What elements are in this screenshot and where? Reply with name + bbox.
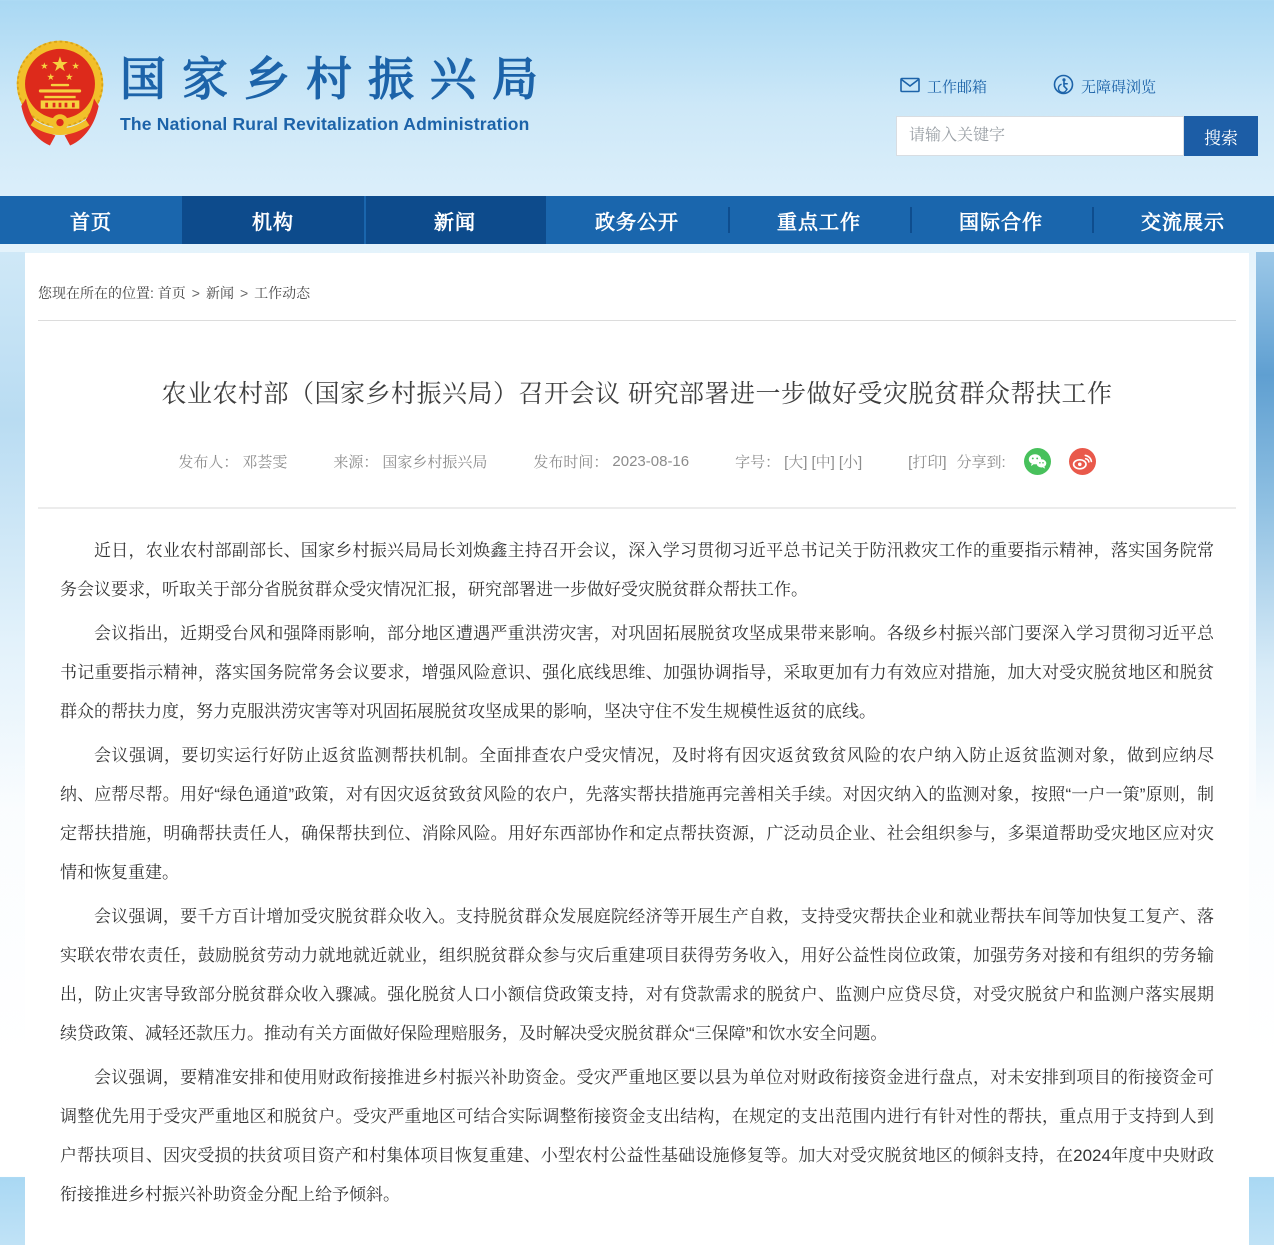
article-paragraph: 会议强调，要切实运行好防止返贫监测帮扶机制。全面排查农户受灾情况，及时将有因灾返贫致贫风险的农户纳入防止返贫监测对象，做到应纳尽纳、应帮尽帮。用好“绿色通道”政策，对有因灾返贫致贫风险的农户，先落实帮扶措施再完善相关手续。对因灾纳入的监测对象，按照“一户一策”原则，制定帮扶措施，明确帮扶责任人，确保帮扶到位、消除风险。用好东西部协作和定点帮扶资源，广泛动员企业、社会组织参与，多渠道帮助受灾地区应对灾情和恢复重建。 bbox=[60, 746, 1214, 882]
search-button[interactable]: 搜索 bbox=[1184, 116, 1258, 156]
accessibility-browse-link[interactable]: 无障碍浏览 bbox=[1053, 74, 1156, 99]
main-navigation bbox=[0, 196, 1274, 244]
article-paragraph: 会议强调，要千方百计增加受灾脱贫群众收入。支持脱贫群众发展庭院经济等开展生产自救，支持受灾帮扶企业和就业帮扶车间等加快复工复产、落实联农带农责任，鼓励脱贫劳动力就地就近就业，组织脱贫群众参与灾后重建项目获得劳务收入，用好公益性岗位政策，加强劳务对接和有组织的劳务输出，防止灾害导致部分脱贫群众收入骤减。强化脱贫人口小额信贷政策支持，对有贷款需求的脱贫户、监测户应贷尽贷，对受灾脱贫户和监测户落实展期续贷政策、减轻还款压力。推动有关方面做好保险理赔服务，及时解决受灾脱贫群众“三保障”和饮水安全问题。 bbox=[60, 907, 1214, 1043]
meta-font-size: 字号： [大] [中] [小] bbox=[735, 451, 862, 472]
nav-item-news[interactable]: 新闻 bbox=[364, 196, 546, 244]
meta-share bbox=[908, 448, 1096, 475]
nav-item-organization[interactable]: 机构 bbox=[182, 196, 364, 244]
national-emblem-icon bbox=[14, 34, 106, 159]
left-background-decoration bbox=[0, 252, 25, 812]
nav-item-international[interactable]: 国际合作 bbox=[910, 196, 1092, 244]
breadcrumb-link-news[interactable]: 新闻 bbox=[205, 285, 234, 301]
accessibility-icon bbox=[1053, 74, 1074, 99]
print-button[interactable]: [打印] bbox=[908, 454, 947, 471]
wechat-share-icon[interactable] bbox=[1024, 448, 1051, 475]
article-title: 农业农村部（国家乡村振兴局）召开会议 研究部署进一步做好受灾脱贫群众帮扶工作 bbox=[161, 380, 1113, 408]
article-paragraph: 近日，农业农村部副部长、国家乡村振兴局局长刘焕鑫主持召开会议，深入学习贯彻习近平总书记关于防汛救灾工作的重要指示精神，落实国务院常务会议要求，听取关于部分省脱贫群众受灾情况汇报，研究部署进一步做好受灾脱贫群众帮扶工作。 bbox=[60, 541, 1214, 599]
article-divider bbox=[38, 507, 1236, 509]
article-meta bbox=[60, 448, 1214, 475]
svg-text:★: ★ bbox=[65, 72, 74, 83]
site-header bbox=[0, 0, 1274, 196]
nav-item-home[interactable]: 首页 bbox=[70, 211, 112, 234]
breadcrumb-divider bbox=[38, 320, 1236, 321]
breadcrumb-link-home[interactable]: 首页 bbox=[157, 285, 186, 301]
site-title: 国家乡村振兴局 bbox=[120, 53, 554, 105]
site-subtitle: The National Rural Revitalization Administration bbox=[120, 113, 530, 134]
content-card bbox=[25, 253, 1249, 1245]
meta-publisher: 发布人： 邓荟雯 bbox=[178, 454, 288, 471]
search-input[interactable] bbox=[896, 116, 1184, 156]
weibo-share-icon[interactable] bbox=[1069, 448, 1096, 475]
article bbox=[38, 371, 1236, 475]
work-mailbox-link[interactable]: 工作邮箱 bbox=[900, 76, 987, 97]
breadcrumb-prefix: 您现在所在的位置: bbox=[38, 285, 154, 301]
site-logo-home-link[interactable] bbox=[14, 34, 554, 159]
breadcrumb-current: 工作动态 bbox=[254, 285, 311, 301]
nav-item-key-work[interactable]: 重点工作 bbox=[728, 196, 910, 244]
article-paragraph: 会议指出，近期受台风和强降雨影响，部分地区遭遇严重洪涝灾害，对巩固拓展脱贫攻坚成果带来影响。各级乡村振兴部门要深入学习贯彻习近平总书记重要指示精神，落实国务院常务会议要求，增强风险意识、强化底线思维、加强协调指导，采取更加有力有效应对措施，加大对受灾脱贫地区和脱贫群众的帮扶力度，努力克服洪涝灾害等对巩固拓展脱贫攻坚成果的影响，坚决守住不发生规模性返贫的底线。 bbox=[60, 624, 1214, 721]
font-size-large-button[interactable]: [大] bbox=[784, 454, 808, 471]
svg-text:★: ★ bbox=[40, 61, 49, 72]
site-search bbox=[896, 116, 1258, 156]
svg-text:★: ★ bbox=[50, 54, 70, 76]
breadcrumb-separator: > bbox=[239, 285, 249, 301]
meta-source: 来源： 国家乡村振兴局 bbox=[333, 454, 488, 471]
right-background-decoration bbox=[1256, 252, 1274, 812]
svg-text:★: ★ bbox=[71, 61, 80, 72]
font-size-small-button[interactable]: [小] bbox=[838, 454, 863, 471]
nav-item-gov-affairs[interactable]: 政务公开 bbox=[595, 211, 679, 234]
share-to-label: 分享到: bbox=[956, 454, 1006, 471]
mail-icon bbox=[900, 77, 920, 97]
font-size-medium-button[interactable]: [中] bbox=[811, 454, 835, 471]
nav-item-exchange[interactable]: 交流展示 bbox=[1092, 196, 1274, 244]
svg-text:★: ★ bbox=[46, 72, 55, 83]
meta-publish-time: 发布时间： 2023-08-16 bbox=[533, 453, 690, 471]
breadcrumb-separator: > bbox=[191, 285, 200, 301]
article-body bbox=[38, 531, 1236, 1214]
article-paragraph: 会议强调，要精准安排和使用财政衔接推进乡村振兴补助资金。受灾严重地区要以县为单位对财政衔接资金进行盘点，对未安排到项目的衔接资金可调整优先用于受灾严重地区和脱贫户。受灾严重地区可结合实际调整衔接资金支出结构，在规定的支出范围内进行有针对性的帮扶，重点用于支持到人到户帮扶项目、因灾受损的扶贫项目资产和村集体项目恢复重建、小型农村公益性基础设施修复等。加大对受灾脱贫地区的倾斜支持，在2024年度中央财政衔接推进乡村振兴补助资金分配上给予倾斜。 bbox=[60, 1068, 1214, 1204]
breadcrumb bbox=[38, 253, 1236, 320]
header-utilities bbox=[896, 74, 1258, 156]
